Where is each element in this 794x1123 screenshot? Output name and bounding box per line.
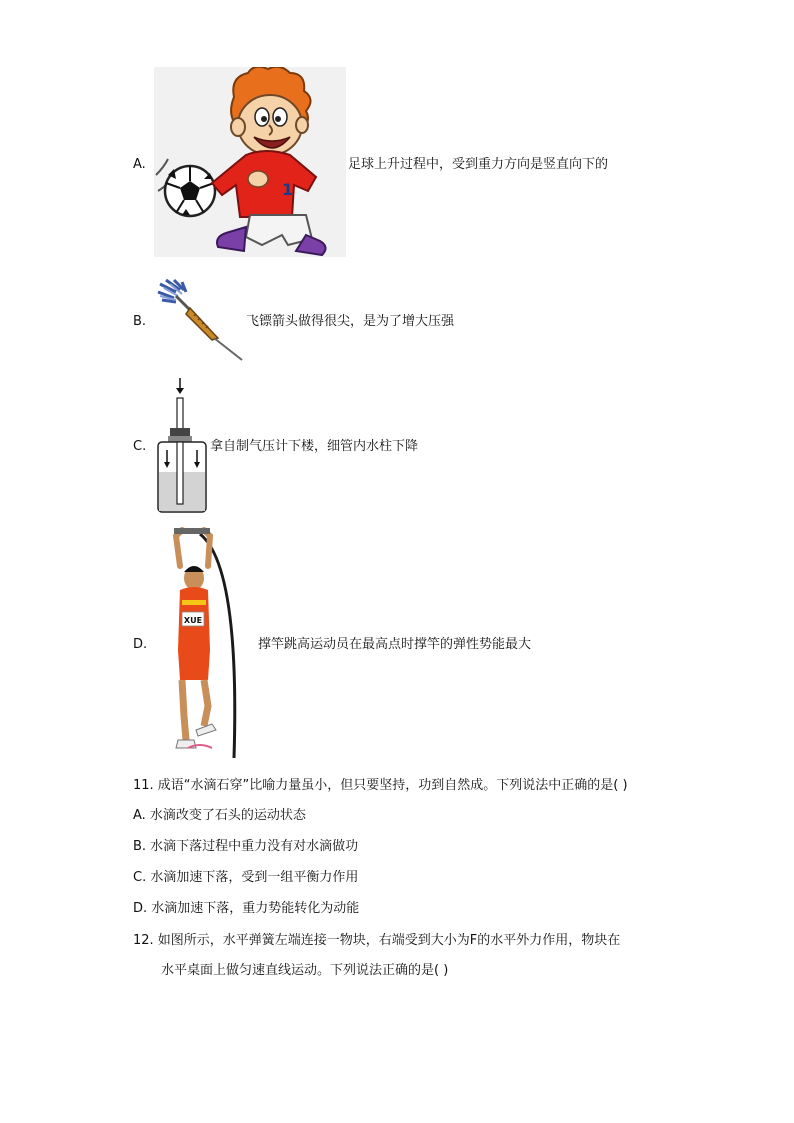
- option-c-letter: C.: [133, 439, 147, 454]
- option-b-text: 飞镖箭头做得很尖，是为了增大压强: [246, 314, 455, 329]
- boy-soccer-illustration: [154, 67, 346, 257]
- option-a-letter: A.: [133, 157, 146, 172]
- dart-icon: [158, 280, 242, 360]
- q11-option-c: C. 水滴加速下落，受到一组平衡力作用: [133, 870, 359, 885]
- barometer-bottle-icon: [158, 378, 206, 512]
- q11-stem: 11. 成语“水滴石穿”比喻力量虽小，但只要坚持，功到自然成。下列说法中正确的是( ): [133, 778, 628, 793]
- bib-text: XUE: [183, 616, 203, 625]
- q12-stem-line2: 水平桌面上做匀速直线运动。下列说法正确的是( ): [161, 963, 449, 978]
- option-a-text: 足球上升过程中，受到重力方向是竖直向下的: [348, 157, 609, 172]
- pole-vault-photo: [160, 526, 256, 758]
- option-b-letter: B.: [133, 314, 147, 329]
- option-d-letter: D.: [133, 637, 148, 652]
- q11-option-b: B. 水滴下落过程中重力没有对水滴做功: [133, 839, 359, 854]
- option-c-text: 拿自制气压计下楼，细管内水柱下降: [210, 439, 419, 454]
- q12-stem-line1: 12. 如图所示，水平弹簧左端连接一物块，右端受到大小为F的水平外力作用，物块在: [133, 933, 621, 948]
- pole-vault-athlete-icon: [174, 528, 235, 758]
- svg-text:1: 1: [282, 180, 294, 199]
- soccer-ball-icon: [165, 166, 215, 216]
- q11-option-d: D. 水滴加速下落，重力势能转化为动能: [133, 901, 360, 916]
- barometer-illustration: [156, 376, 208, 514]
- q11-option-a: A. 水滴改变了石头的运动状态: [133, 808, 306, 823]
- dart-illustration: [156, 278, 246, 362]
- option-d-text: 撑竿跳高运动员在最高点时撑竿的弹性势能最大: [258, 637, 532, 652]
